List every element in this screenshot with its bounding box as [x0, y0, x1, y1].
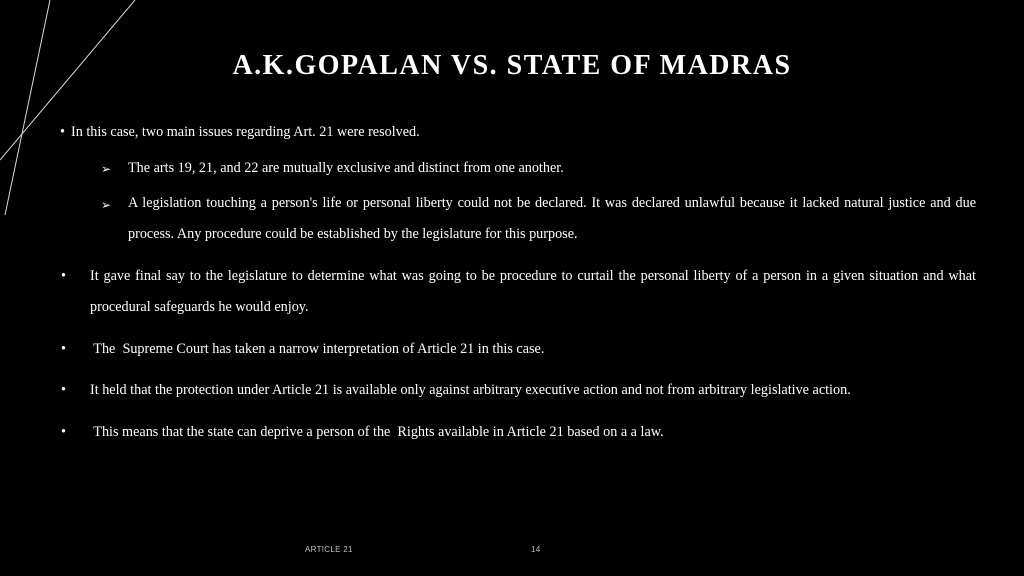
sub-point-1: The arts 19, 21, and 22 are mutually exclusive and distinct from one another. — [128, 160, 564, 176]
intro-text: In this case, two main issues regarding Art. 21 were resolved. — [71, 124, 420, 140]
arrow-bullet-icon: ➢ — [101, 162, 112, 176]
point-3: It held that the protection under Article 21 is available only against arbitrary executive action and not from arbitrary legislative action. — [90, 382, 851, 398]
point-bullet: • — [61, 341, 66, 357]
point-1: It gave final say to the legislature to determine what was going to be procedure to curtail the personal liberty of a person in a given situation and what procedural safeguards he would enjoy. — [90, 268, 976, 315]
footer-label: ARTICLE 21 — [305, 545, 353, 554]
point-bullet: • — [61, 382, 66, 398]
page-number: 14 — [531, 545, 541, 554]
sub-point-2: A legislation touching a person's life or personal liberty could not be declared. It was declared unlawful because it lacked natural justice and due process. Any procedure could be established by the legislature for this purpose. — [128, 195, 976, 242]
point-bullet: • — [61, 424, 66, 440]
point-bullet: • — [61, 268, 66, 284]
slide-title: A.K.GOPALAN VS. STATE OF MADRAS — [232, 50, 792, 81]
point-4: This means that the state can deprive a person of the Rights available in Article 21 based on a a law. — [90, 424, 664, 440]
intro-bullet: • — [60, 124, 65, 140]
arrow-bullet-icon: ➢ — [101, 198, 112, 212]
point-2: The Supreme Court has taken a narrow interpretation of Article 21 in this case. — [90, 341, 545, 357]
